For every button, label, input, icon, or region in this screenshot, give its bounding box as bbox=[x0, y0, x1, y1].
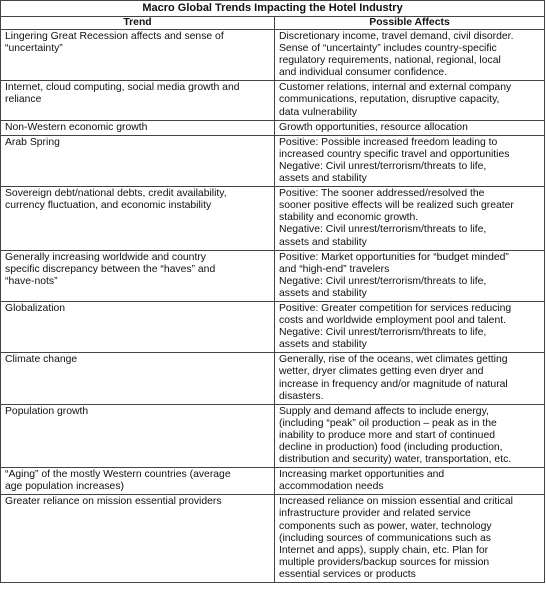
affects-text-line: and individual consumer confidence. bbox=[279, 67, 448, 79]
affects-cell bbox=[275, 81, 545, 120]
affects-text-line: distribution and security) water, transportation, etc. bbox=[279, 454, 512, 466]
table-title: Macro Global Trends Impacting the Hotel Industry bbox=[0, 0, 545, 16]
header-row bbox=[1, 17, 545, 30]
affects-cell bbox=[275, 353, 545, 404]
affects-text-line: Positive: Possible increased freedom leading to bbox=[279, 136, 498, 148]
affects-cell bbox=[275, 404, 545, 467]
affects-text-line: Discretionary income, travel demand, civil disorder. bbox=[279, 31, 514, 42]
affects-cell bbox=[275, 250, 545, 301]
trend-text-line: reliance bbox=[5, 94, 42, 106]
affects-text-line: Negative: Civil unrest/terrorism/threats to life, bbox=[279, 160, 487, 172]
affects-text-line: Growth opportunities, resource allocation bbox=[279, 121, 468, 133]
affects-text-line: (including “peak” oil production – peak as in the bbox=[279, 417, 497, 429]
trend-cell bbox=[1, 30, 275, 81]
affects-cell bbox=[275, 187, 545, 250]
affects-text-line: increase in frequency and/or magnitude of natural bbox=[279, 378, 508, 390]
affects-text-line: and “high-end” travelers bbox=[279, 263, 390, 275]
trend-text-line: Internet, cloud computing, social media growth and bbox=[5, 82, 240, 94]
affects-cell bbox=[275, 135, 545, 186]
trend-cell bbox=[1, 495, 275, 583]
affects-text-line: assets and stability bbox=[279, 339, 367, 351]
trend-text-line: “Aging” of the mostly Western countries (average bbox=[5, 469, 231, 481]
table-row bbox=[1, 353, 545, 404]
trend-text-line: “uncertainty” bbox=[5, 43, 63, 55]
affects-cell bbox=[275, 495, 545, 583]
affects-text-line: Positive: Market opportunities for “budget minded” bbox=[279, 251, 509, 263]
affects-text-line: Positive: Greater competition for services reducing bbox=[279, 302, 512, 314]
affects-text-line: inability to produce more and start of continued bbox=[279, 429, 496, 441]
affects-text-line: assets and stability bbox=[279, 287, 367, 299]
trend-text-line: Greater reliance on mission essential providers bbox=[5, 496, 222, 508]
trend-cell bbox=[1, 301, 275, 352]
trend-text-line: Generally increasing worldwide and country bbox=[5, 251, 206, 263]
trend-text-line: “have-nots” bbox=[5, 275, 58, 287]
trend-cell bbox=[1, 353, 275, 404]
affects-text-line: communications, reputation, disruptive capacity, bbox=[279, 94, 500, 106]
trend-text-line: age population increases) bbox=[5, 481, 124, 493]
table-row bbox=[1, 120, 545, 135]
trend-text-line: Arab Spring bbox=[5, 136, 60, 148]
affects-text-line: disasters. bbox=[279, 390, 324, 402]
affects-text-line: Internet and apps), supply chain, etc. Plan for bbox=[279, 544, 489, 556]
trend-cell bbox=[1, 187, 275, 250]
affects-text-line: wetter, dryer climates getting even dryer and bbox=[279, 366, 484, 378]
affects-text-line: assets and stability bbox=[279, 236, 367, 248]
affects-cell bbox=[275, 301, 545, 352]
affects-text-line: essential services or products bbox=[279, 568, 416, 580]
trend-cell bbox=[1, 135, 275, 186]
affects-cell bbox=[275, 30, 545, 81]
table-row bbox=[1, 495, 545, 583]
table-row bbox=[1, 30, 545, 81]
affects-text-line: regulatory requirements, national, regional, local bbox=[279, 55, 501, 67]
affects-text-line: costs and worldwide employment pool and talent. bbox=[279, 315, 506, 327]
table-body bbox=[1, 30, 545, 583]
affects-text-line: Negative: Civil unrest/terrorism/threats to life, bbox=[279, 224, 487, 236]
affects-text-line: Generally, rise of the oceans, wet climates getting bbox=[279, 354, 508, 366]
affects-text-line: Negative: Civil unrest/terrorism/threats to life, bbox=[279, 327, 487, 339]
affects-text-line: Customer relations, internal and external company bbox=[279, 82, 512, 94]
affects-text-line: data vulnerability bbox=[279, 106, 357, 118]
affects-text-line: components such as power, water, technology bbox=[279, 520, 492, 532]
affects-text-line: Negative: Civil unrest/terrorism/threats to life, bbox=[279, 275, 487, 287]
table-row bbox=[1, 404, 545, 467]
affects-cell bbox=[275, 468, 545, 495]
affects-text-line: Increased reliance on mission essential and critical bbox=[279, 496, 513, 508]
trend-cell bbox=[1, 404, 275, 467]
affects-text-line: decline in production) food (including production, bbox=[279, 442, 503, 453]
affects-text-line: accommodation needs bbox=[279, 481, 384, 493]
affects-text-line: Supply and demand affects to include energy, bbox=[279, 405, 489, 417]
trend-text-line: specific discrepancy between the “haves” and bbox=[5, 263, 216, 275]
table-row bbox=[1, 81, 545, 120]
affects-text-line: stability and economic growth. bbox=[279, 212, 419, 224]
trend-text-line: Non-Western economic growth bbox=[5, 121, 148, 133]
column-header-affects: Possible Affects bbox=[275, 17, 545, 30]
trend-text-line: Globalization bbox=[5, 302, 66, 314]
affects-text-line: multiple providers/backup sources for mission bbox=[279, 556, 490, 568]
trend-cell bbox=[1, 81, 275, 120]
affects-cell bbox=[275, 120, 545, 135]
table-row bbox=[1, 187, 545, 250]
affects-text-line: increased country specific travel and opportunities bbox=[279, 148, 510, 160]
trend-text-line: currency fluctuation, and economic instability bbox=[5, 200, 212, 212]
trend-text-line: Lingering Great Recession affects and sense of bbox=[5, 31, 224, 42]
table-row bbox=[1, 301, 545, 352]
trend-cell bbox=[1, 250, 275, 301]
affects-text-line: (including sources of communications such as bbox=[279, 532, 491, 544]
trend-cell bbox=[1, 468, 275, 495]
table-row bbox=[1, 468, 545, 495]
affects-text-line: Positive: The sooner addressed/resolved the bbox=[279, 188, 485, 200]
trend-text-line: Sovereign debt/national debts, credit availability, bbox=[5, 188, 227, 200]
trend-cell bbox=[1, 120, 275, 135]
table-row bbox=[1, 135, 545, 186]
trend-text-line: Climate change bbox=[5, 354, 78, 366]
affects-text-line: infrastructure provider and related service bbox=[279, 508, 471, 520]
affects-text-line: Sense of “uncertainty” includes country-specific bbox=[279, 43, 497, 55]
affects-text-line: sooner positive effects will be realized such greater bbox=[279, 200, 514, 212]
affects-text-line: assets and stability bbox=[279, 173, 367, 185]
trend-text-line: Population growth bbox=[5, 405, 89, 417]
column-header-trend: Trend bbox=[1, 17, 275, 30]
table-row bbox=[1, 250, 545, 301]
affects-text-line: Increasing market opportunities and bbox=[279, 469, 445, 481]
